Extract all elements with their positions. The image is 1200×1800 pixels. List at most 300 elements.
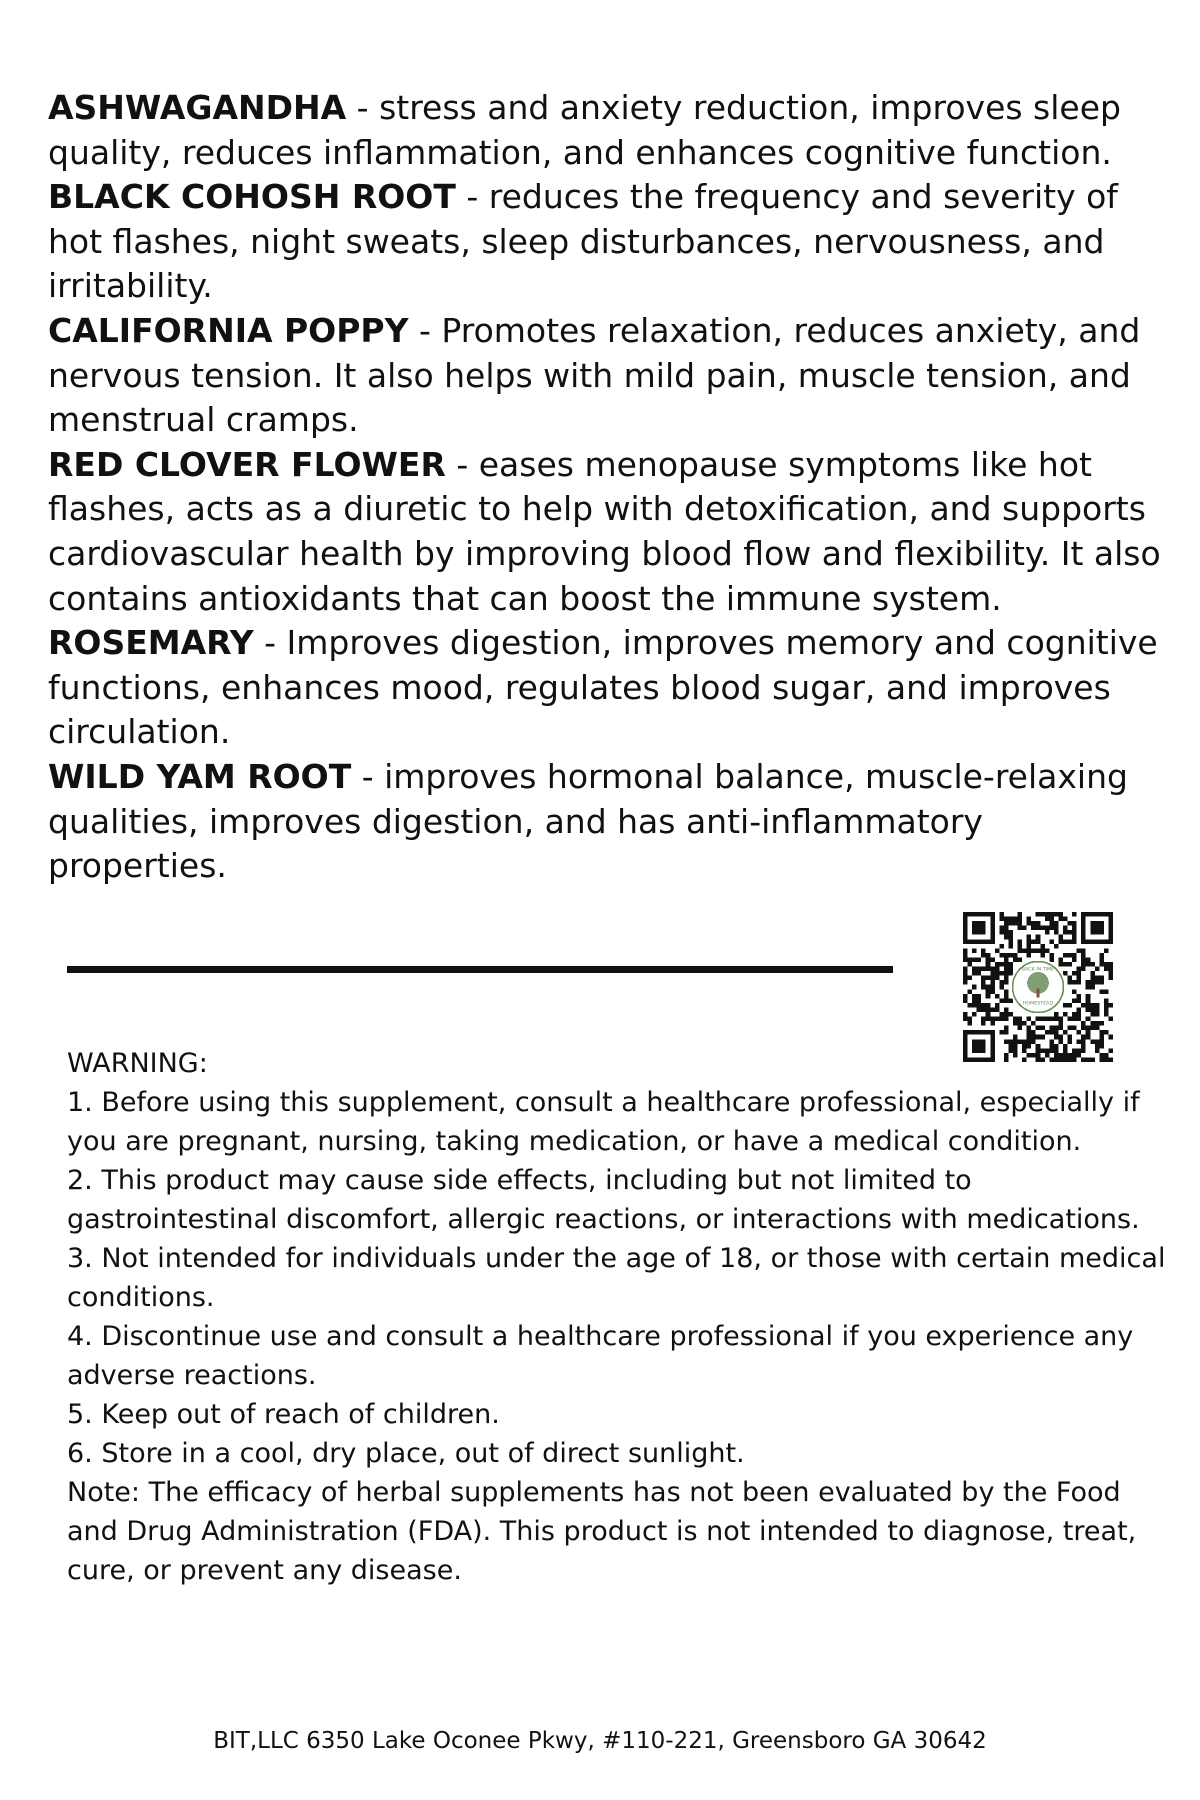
qr-module — [1072, 926, 1077, 931]
qr-code-icon[interactable] — [963, 912, 1113, 1062]
qr-module — [981, 948, 986, 953]
herb-description: - eases menopause symptoms like hot flashes, acts as a diuretic to help with detoxification, and supports cardiovascular health by improving blood flow and flexibility. It also contains antioxidants that can boost the immune system. — [48, 444, 1161, 618]
qr-module — [981, 953, 986, 958]
qr-module — [1099, 1035, 1104, 1040]
qr-module — [1058, 1017, 1063, 1022]
qr-module — [1036, 926, 1041, 931]
qr-module — [1058, 1035, 1063, 1040]
qr-module — [1104, 989, 1109, 994]
qr-module — [1058, 912, 1063, 917]
qr-module — [1068, 1017, 1073, 1022]
qr-module — [977, 1007, 982, 1012]
qr-module — [1018, 1021, 1023, 1026]
qr-module — [1027, 921, 1032, 926]
qr-module — [1049, 921, 1054, 926]
qr-module — [1104, 948, 1109, 953]
qr-module — [1008, 930, 1013, 935]
qr-module — [1095, 1007, 1100, 1012]
qr-module — [968, 1017, 973, 1022]
qr-module — [1058, 957, 1063, 962]
qr-module — [1008, 962, 1013, 967]
qr-module — [1086, 985, 1091, 990]
qr-module — [968, 1003, 973, 1008]
qr-module — [1090, 1012, 1095, 1017]
qr-module — [1090, 962, 1095, 967]
qr-module — [1086, 1030, 1091, 1035]
qr-module — [1058, 917, 1063, 922]
qr-module — [1008, 917, 1013, 922]
qr-module — [1049, 912, 1054, 917]
qr-module — [981, 985, 986, 990]
qr-module — [1072, 1012, 1077, 1017]
qr-module — [1004, 1017, 1009, 1022]
qr-module — [1081, 1003, 1086, 1008]
qr-module — [1040, 1026, 1045, 1031]
qr-module — [1027, 953, 1032, 958]
qr-module — [1004, 935, 1009, 940]
qr-module — [1104, 1003, 1109, 1008]
qr-module — [1077, 948, 1082, 953]
qr-module — [1058, 1021, 1063, 1026]
herb-description: - stress and anxiety reduction, improves sleep quality, reduces inflammation, and enhances cognitive function. — [48, 88, 1121, 172]
qr-module — [1095, 967, 1100, 972]
qr-module — [1072, 1017, 1077, 1022]
qr-module — [1054, 1035, 1059, 1040]
qr-module — [1108, 976, 1113, 981]
qr-module — [1063, 926, 1068, 931]
qr-module — [1008, 939, 1013, 944]
qr-module — [1008, 921, 1013, 926]
qr-module — [1072, 939, 1077, 944]
qr-module — [1108, 1035, 1113, 1040]
qr-module — [1031, 1035, 1036, 1040]
warning-item-2: 2. This product may cause side effects, including but not limited to gastrointestinal discomfort, allergic reactions, or interactions with medications. — [67, 1165, 1140, 1235]
qr-module — [1063, 1030, 1068, 1035]
qr-module — [1008, 998, 1013, 1003]
qr-module — [1086, 1026, 1091, 1031]
qr-module — [1081, 957, 1086, 962]
qr-module — [1072, 957, 1077, 962]
qr-module — [1090, 1003, 1095, 1008]
qr-module — [1058, 962, 1063, 967]
qr-module — [1104, 962, 1109, 967]
qr-module — [1077, 980, 1082, 985]
qr-module — [1004, 962, 1009, 967]
qr-module — [1090, 980, 1095, 985]
warning-item-1: 1. Before using this supplement, consult a healthcare professional, especially if you are pregnant, nursing, taking medication, or have a medical condition. — [67, 1087, 1140, 1157]
qr-module — [1054, 930, 1059, 935]
qr-module — [986, 1007, 991, 1012]
qr-module — [1004, 926, 1009, 931]
qr-module — [986, 1012, 991, 1017]
qr-module — [1086, 998, 1091, 1003]
qr-module — [1049, 953, 1054, 958]
qr-module — [1036, 948, 1041, 953]
qr-module — [1004, 989, 1009, 994]
qr-module — [1058, 939, 1063, 944]
qr-module — [1031, 1021, 1036, 1026]
qr-module — [1045, 926, 1050, 931]
qr-module — [1108, 971, 1113, 976]
qr-module — [1022, 1021, 1027, 1026]
qr-module — [972, 1012, 977, 1017]
qr-module — [1031, 1030, 1036, 1035]
qr-module — [990, 985, 995, 990]
qr-module — [990, 980, 995, 985]
qr-module — [1027, 944, 1032, 949]
qr-module — [1086, 1017, 1091, 1022]
qr-module — [1018, 944, 1023, 949]
qr-module — [990, 976, 995, 981]
qr-module — [972, 948, 977, 953]
qr-module — [981, 1007, 986, 1012]
qr-module — [963, 976, 968, 981]
qr-module — [963, 1012, 968, 1017]
warning-item-5: 5. Keep out of reach of children. — [67, 1399, 500, 1430]
qr-module — [1072, 980, 1077, 985]
qr-module — [1072, 1026, 1077, 1031]
herb-description: - Improves digestion, improves memory and cognitive functions, enhances mood, regulates blood sugar, and improves circulation. — [48, 623, 1158, 752]
qr-module — [1008, 971, 1013, 976]
qr-module — [1063, 971, 1068, 976]
qr-module — [1054, 944, 1059, 949]
herb-name: RED CLOVER FLOWER — [48, 444, 446, 484]
qr-module — [986, 1003, 991, 1008]
qr-module — [986, 976, 991, 981]
qr-module — [1045, 1017, 1050, 1022]
qr-module — [999, 1017, 1004, 1022]
qr-module — [1018, 939, 1023, 944]
qr-module — [1081, 1035, 1086, 1040]
qr-module — [1054, 1012, 1059, 1017]
qr-module — [999, 930, 1004, 935]
qr-module — [1068, 930, 1073, 935]
qr-module — [1081, 967, 1086, 972]
herb-name: BLACK COHOSH ROOT — [48, 177, 456, 217]
herb-entry-wild-yam-root — [48, 755, 1168, 889]
qr-module — [1068, 976, 1073, 981]
qr-module — [972, 994, 977, 999]
qr-module — [963, 1017, 968, 1022]
qr-module — [1027, 939, 1032, 944]
qr-module — [1108, 1003, 1113, 1008]
qr-module — [1086, 962, 1091, 967]
qr-module — [1077, 967, 1082, 972]
qr-module — [1077, 976, 1082, 981]
qr-module — [968, 957, 973, 962]
herb-description: - Promotes relaxation, reduces anxiety, and nervous tension. It also helps with mild pain, muscle tension, and menstrual cramps. — [48, 310, 1141, 440]
qr-module — [1040, 944, 1045, 949]
qr-module — [1068, 921, 1073, 926]
qr-module — [1036, 935, 1041, 940]
qr-module — [1004, 930, 1009, 935]
qr-module — [1004, 917, 1009, 922]
qr-module — [1090, 976, 1095, 981]
signature-line-divider — [67, 966, 893, 973]
qr-module — [1027, 1030, 1032, 1035]
qr-module — [1018, 926, 1023, 931]
qr-module — [1068, 1026, 1073, 1031]
qr-module — [1004, 976, 1009, 981]
qr-module — [1004, 980, 1009, 985]
qr-module — [1068, 962, 1073, 967]
qr-module — [1108, 962, 1113, 967]
qr-module — [986, 989, 991, 994]
qr-module — [1008, 1012, 1013, 1017]
qr-module — [1099, 980, 1104, 985]
qr-module — [1090, 1007, 1095, 1012]
warning-item-6: 6. Store in a cool, dry place, out of direct sunlight. — [67, 1438, 745, 1469]
herb-description: - improves hormonal balance, muscle-relaxing qualities, improves digestion, and has anti-inflammatory properties. — [48, 756, 1128, 886]
qr-module — [963, 953, 968, 958]
qr-module — [1013, 1021, 1018, 1026]
qr-module — [1008, 967, 1013, 972]
qr-module — [1013, 953, 1018, 958]
qr-module — [968, 1021, 973, 1026]
qr-module — [1054, 926, 1059, 931]
qr-module — [1036, 1017, 1041, 1022]
qr-module — [1099, 1021, 1104, 1026]
qr-module — [1095, 1026, 1100, 1031]
qr-module — [977, 971, 982, 976]
qr-module — [1008, 944, 1013, 949]
qr-module — [1049, 1017, 1054, 1022]
qr-module — [981, 976, 986, 981]
qr-module — [1072, 921, 1077, 926]
herb-benefits-list — [48, 86, 1168, 889]
qr-module — [981, 1003, 986, 1008]
qr-module — [1086, 957, 1091, 962]
qr-module — [1099, 989, 1104, 994]
logo-text-top: BACK IN TIME — [1021, 967, 1055, 973]
qr-module — [1063, 1012, 1068, 1017]
qr-module — [999, 944, 1004, 949]
qr-module — [986, 967, 991, 972]
qr-module — [986, 985, 991, 990]
qr-module — [1018, 912, 1023, 917]
qr-module — [1086, 980, 1091, 985]
qr-module — [1086, 1007, 1091, 1012]
qr-module — [990, 967, 995, 972]
qr-module — [1063, 962, 1068, 967]
qr-module — [1072, 953, 1077, 958]
qr-module — [1027, 1026, 1032, 1031]
qr-module — [1099, 976, 1104, 981]
qr-module — [1068, 953, 1073, 958]
warning-heading: WARNING: — [67, 1048, 208, 1079]
qr-module — [963, 957, 968, 962]
qr-module — [1072, 989, 1077, 994]
qr-module — [1058, 1026, 1063, 1031]
qr-module — [1068, 1003, 1073, 1008]
warning-item-3: 3. Not intended for individuals under the age of 18, or those with certain medical conditions. — [67, 1243, 1166, 1313]
qr-module — [999, 917, 1004, 922]
qr-module — [1031, 948, 1036, 953]
qr-module — [1040, 1035, 1045, 1040]
qr-module — [972, 985, 977, 990]
qr-module — [995, 948, 1000, 953]
qr-module — [1090, 971, 1095, 976]
qr-module — [1013, 957, 1018, 962]
qr-module — [1072, 971, 1077, 976]
qr-module — [1086, 1035, 1091, 1040]
qr-module — [1081, 1026, 1086, 1031]
qr-module — [981, 980, 986, 985]
qr-module — [1031, 939, 1036, 944]
qr-module — [977, 998, 982, 1003]
qr-module — [1045, 917, 1050, 922]
qr-module — [1068, 1035, 1073, 1040]
qr-module — [1063, 1003, 1068, 1008]
qr-module — [1099, 953, 1104, 958]
qr-module — [1036, 921, 1041, 926]
qr-module — [1004, 967, 1009, 972]
herb-name: CALIFORNIA POPPY — [48, 310, 409, 350]
qr-module — [1090, 985, 1095, 990]
qr-module — [1040, 926, 1045, 931]
qr-module — [981, 1017, 986, 1022]
herb-entry-red-clover-flower — [48, 443, 1168, 621]
qr-module — [990, 971, 995, 976]
qr-module — [1054, 921, 1059, 926]
qr-module — [1049, 939, 1054, 944]
qr-module — [1031, 921, 1036, 926]
qr-module — [1049, 1026, 1054, 1031]
qr-module — [1054, 1017, 1059, 1022]
qr-module — [995, 1007, 1000, 1012]
qr-module — [1036, 912, 1041, 917]
qr-module — [1072, 935, 1077, 940]
qr-module — [1104, 1012, 1109, 1017]
qr-module — [1027, 1017, 1032, 1022]
qr-module — [1063, 917, 1068, 922]
herb-entry-california-poppy — [48, 309, 1168, 443]
qr-module — [986, 962, 991, 967]
qr-module — [1018, 921, 1023, 926]
logo-text-bottom: HOMESTEAD — [1022, 1001, 1054, 1007]
qr-module — [986, 953, 991, 958]
qr-module — [990, 1017, 995, 1022]
qr-module — [1099, 962, 1104, 967]
qr-module — [1077, 971, 1082, 976]
qr-module — [999, 912, 1004, 917]
qr-module — [1095, 976, 1100, 981]
qr-module — [1072, 930, 1077, 935]
qr-module — [1004, 971, 1009, 976]
herb-entry-black-cohosh-root — [48, 175, 1168, 309]
qr-module — [1068, 939, 1073, 944]
qr-module — [995, 967, 1000, 972]
qr-module — [977, 957, 982, 962]
qr-module — [1045, 1030, 1050, 1035]
qr-module — [1086, 1003, 1091, 1008]
qr-module — [1104, 1030, 1109, 1035]
qr-module — [1013, 921, 1018, 926]
qr-module — [1018, 917, 1023, 922]
warning-item-4: 4. Discontinue use and consult a healthcare professional if you experience any adverse reactions. — [67, 1321, 1134, 1391]
qr-module — [1045, 912, 1050, 917]
qr-module — [1072, 912, 1077, 917]
qr-module — [1054, 912, 1059, 917]
qr-module — [972, 957, 977, 962]
qr-module — [1063, 930, 1068, 935]
fda-note: Note: The efficacy of herbal supplements has not been evaluated by the Food and Drug Administration (FDA). This product is not intended to diagnose, treat, cure, or prevent any disease. — [67, 1477, 1137, 1586]
qr-module — [1081, 962, 1086, 967]
herb-name: ASHWAGANDHA — [48, 88, 347, 127]
qr-module — [1004, 1012, 1009, 1017]
qr-module — [1013, 917, 1018, 922]
qr-module — [963, 967, 968, 972]
qr-module — [999, 985, 1004, 990]
qr-module — [999, 953, 1004, 958]
qr-module — [1013, 1017, 1018, 1022]
qr-module — [999, 998, 1004, 1003]
qr-module — [963, 994, 968, 999]
qr-module — [1099, 957, 1104, 962]
qr-module — [1108, 1017, 1113, 1022]
qr-module — [1018, 957, 1023, 962]
qr-module — [1049, 926, 1054, 931]
qr-module — [968, 989, 973, 994]
qr-module — [1049, 1030, 1054, 1035]
qr-module — [1049, 917, 1054, 922]
qr-module — [977, 994, 982, 999]
qr-module — [963, 948, 968, 953]
herb-entry-ashwagandha — [48, 86, 1168, 175]
qr-module — [963, 998, 968, 1003]
qr-module — [1095, 1003, 1100, 1008]
qr-module — [1077, 1007, 1082, 1012]
qr-module — [999, 971, 1004, 976]
finder-pattern-top-left — [963, 912, 995, 944]
qr-module — [1108, 967, 1113, 972]
qr-module — [1099, 1030, 1104, 1035]
qr-module — [990, 1007, 995, 1012]
qr-module — [1077, 998, 1082, 1003]
qr-module — [990, 957, 995, 962]
qr-module — [999, 1012, 1004, 1017]
qr-module — [1104, 1007, 1109, 1012]
qr-module — [1077, 1017, 1082, 1022]
qr-module — [995, 962, 1000, 967]
qr-module — [1081, 953, 1086, 958]
qr-module — [981, 967, 986, 972]
qr-module — [1090, 1021, 1095, 1026]
qr-module — [1058, 935, 1063, 940]
qr-module — [1049, 957, 1054, 962]
qr-module — [1004, 921, 1009, 926]
qr-module — [972, 967, 977, 972]
qr-module — [995, 1003, 1000, 1008]
company-address: BIT,LLC 6350 Lake Oconee Pkwy, #110-221, Greensboro GA 30642 — [213, 1728, 987, 1754]
qr-module — [1027, 935, 1032, 940]
qr-module — [1022, 926, 1027, 931]
qr-module — [990, 989, 995, 994]
qr-module — [1095, 1021, 1100, 1026]
qr-module — [1022, 948, 1027, 953]
qr-module — [1004, 1007, 1009, 1012]
qr-module — [1095, 1012, 1100, 1017]
qr-module — [1040, 1017, 1045, 1022]
qr-module — [986, 994, 991, 999]
qr-module — [1095, 980, 1100, 985]
qr-module — [1013, 1035, 1018, 1040]
qr-module — [1054, 1026, 1059, 1031]
qr-module — [1104, 967, 1109, 972]
qr-module — [1004, 994, 1009, 999]
qr-module — [972, 998, 977, 1003]
qr-module — [1040, 912, 1045, 917]
